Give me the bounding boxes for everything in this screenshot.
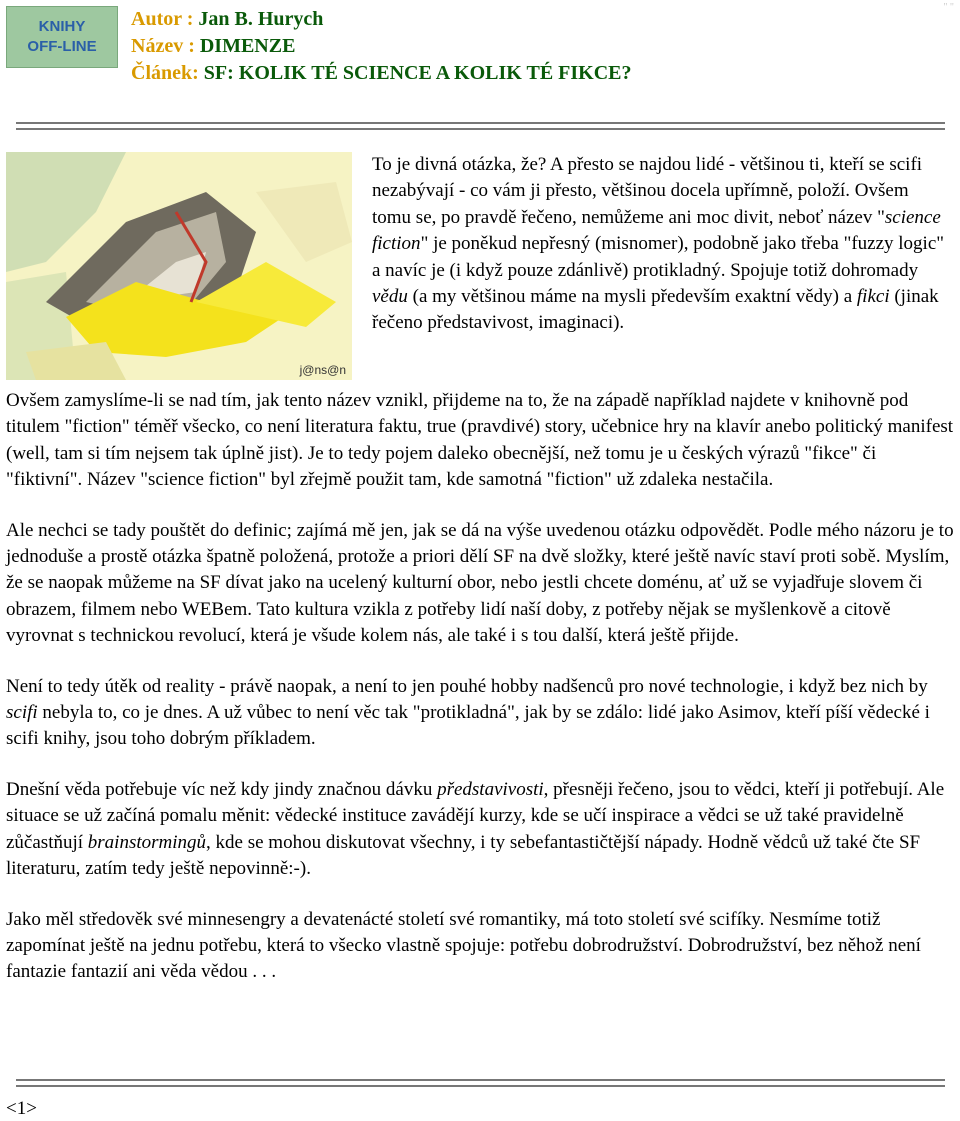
p1-text: Ovšem zamyslíme-li se nad tím, jak tento název vznikl, přijdeme na to, že na západě například najdete v knihovně pod titulem "fiction" téměř všecko, co není literatura faktu, true (pravdivé) story, učebnice hry na klavír anebo politický manifest (well, tam si tím nejsem tak úplně jist). Je to tedy pojem daleko obecnější, než tomu je u českých výrazů "fikce" či "fiktivní". Název "science fiction" byl zřejmě použit tam, kde samotná "fiction" už zdaleka nestačila.	[6, 390, 954, 491]
knihy-offline-logo[interactable]	[6, 6, 118, 68]
author-label: Autor :	[131, 8, 199, 30]
author-value: Jan B. Hurych	[198, 8, 324, 30]
lead-text-3: (a my většinou máme na mysli především exaktní vědy) a	[407, 286, 857, 308]
image-signature: j@ns@n	[299, 363, 346, 377]
bottom-divider	[16, 1079, 945, 1087]
p4-text-2: , přesněji řečeno, jsou to vědci, kteří ji potřebují. Ale situace se už začíná pomalu měnit: vědecké instituce zavádějí kurzy, kde se učí inspirace a vědci se už také pravidelně zůčastňují	[6, 778, 945, 853]
paragraph-1	[6, 388, 956, 494]
p4-em-2: brainstormingů	[87, 831, 207, 853]
illustration-svg	[6, 152, 352, 380]
logo-line-1: KNIHY	[38, 18, 86, 35]
article-meta	[131, 6, 632, 87]
article-row	[131, 60, 632, 87]
p3-text-2: nebyla to, co je dnes. A už vůbec to není věc tak "protikladná", jak by se zdálo: lidé jako Asimov, kteří píší vědecké i scifi knihy, jsou toho dobrým příkladem.	[6, 702, 930, 750]
lead-text-1: To je divná otázka, že? A přesto se najdou lidé - většinou ti, kteří se scifi nezabývají - co vám ji přesto, většinou docela upřímně, položí. Ovšem tomu se, po pravdě řečeno, nemůžeme ani moc divit, neboť název "	[372, 154, 923, 228]
lead-em-2: vědu	[372, 286, 408, 308]
article-label: Článek:	[131, 62, 204, 84]
header	[6, 6, 946, 84]
article-value: SF: KOLIK TÉ SCIENCE A KOLIK TÉ FIKCE?	[203, 62, 632, 84]
title-label: Název :	[131, 35, 200, 57]
page-number-link[interactable]: <1>	[6, 1098, 37, 1119]
logo-line-2: OFF-LINE	[27, 38, 97, 55]
paragraph-2	[6, 518, 956, 650]
corner-marks: " "	[943, 2, 954, 13]
p4-em-1: představivosti	[437, 778, 544, 800]
top-divider	[16, 122, 945, 130]
paragraph-3	[6, 674, 956, 753]
p2-text: Ale nechci se tady pouštět do definic; zajímá mě jen, jak se dá na výše uvedenou otázku odpovědět. Podle mého názoru je to jednoduše a prostě otázka špatně položená, protože a priori dělí SF na dvě složky, které ještě navíc staví proti sobě. Myslím, že se naopak můžeme na SF dívat jako na ucelený kulturní obor, nebo jestli chcete doménu, ať už se vyjadřuje slovem či obrazem, filmem nebo WEBem. Tato kultura vzikla z potřeby lidí naší doby, z potřeby nějak se myšlenkově a citově vyrovnat s technickou revolucí, která je všude kolem nás, ale také i s tou další, která ještě přijde.	[6, 519, 954, 647]
lead-em-1: science fiction	[372, 206, 941, 255]
p3-text-1: Není to tedy útěk od reality - právě naopak, a není to jen pouhé hobby nadšenců pro nové technologie, i když bez nich by	[6, 675, 928, 697]
lead-text	[372, 152, 952, 337]
lead-text-2: " je poněkud nepřesný (misnomer), podobně jako třeba "fuzzy logic" a navíc je (i když pouze zdánlivě) protikladný. Spojuje totiž dohromady	[372, 233, 945, 281]
author-row	[131, 6, 632, 33]
p4-text-3: , kde se mohou diskutovat všechny, i ty sebefantastičtější nápady. Hodně vědců už také čte SF literaturu, zatím tedy ještě nepovinně:-).	[6, 831, 921, 880]
lead-text-4: (jinak řečeno představivost, imaginaci).	[372, 286, 939, 334]
lead-em-3: fikci	[856, 286, 890, 308]
title-row	[131, 33, 632, 60]
lead-paragraph	[372, 152, 952, 337]
p5-text: Jako měl středověk své minnesengry a devatenácté století své romantiky, má toto století své scifíky. Nesmíme totiž zapomínat ještě na jednu potřebu, která to všecko vlastně spojuje: potřebu dobrodružství. Dobrodružství, bez něhož není fantazie fantazií ani věda vědou . . .	[6, 908, 921, 983]
p4-text-1: Dnešní věda potřebuje víc než kdy jindy značnou dávku	[6, 778, 438, 800]
article-body	[6, 388, 956, 1010]
title-value: DIMENZE	[199, 35, 296, 57]
paragraph-4	[6, 777, 956, 883]
abstract-illustration	[6, 152, 352, 380]
p3-em-1: scifi	[6, 702, 38, 724]
paragraph-5	[6, 907, 956, 986]
